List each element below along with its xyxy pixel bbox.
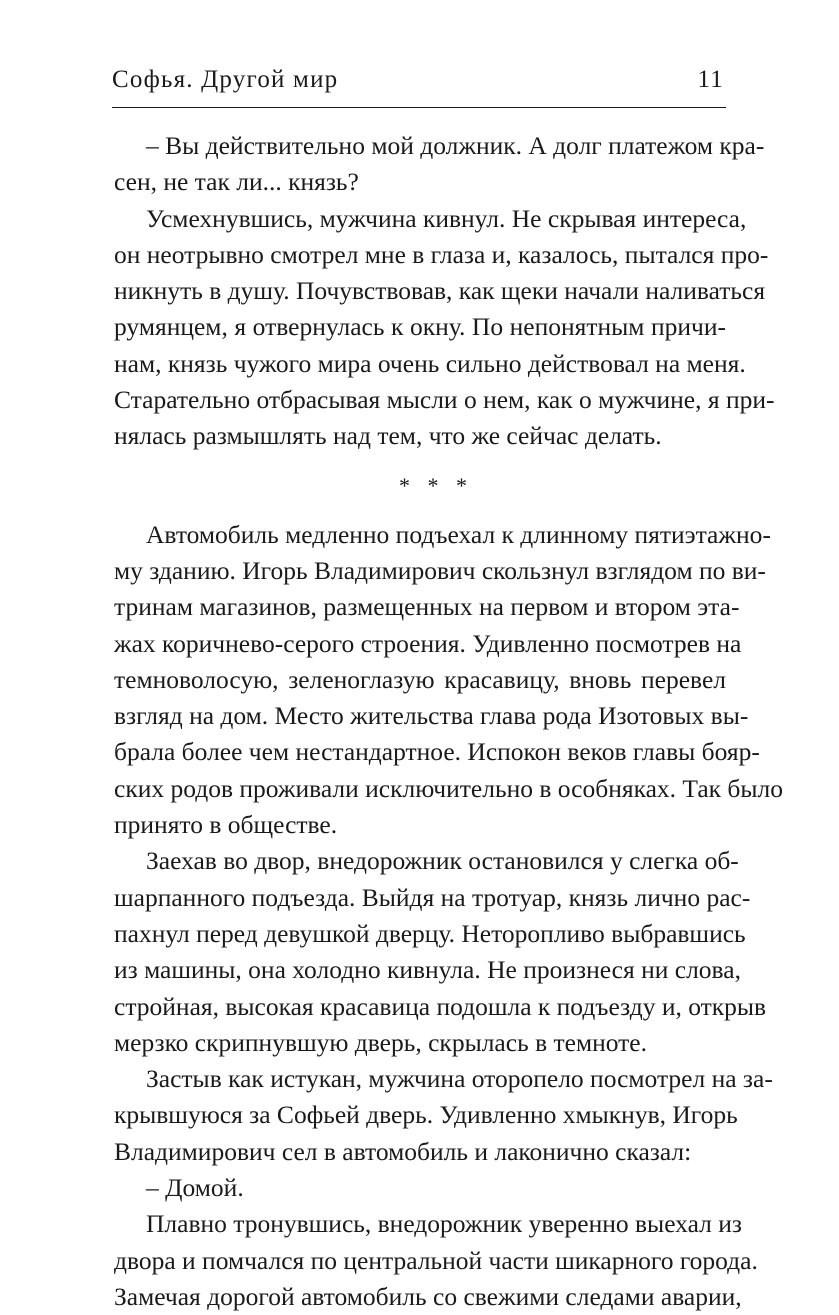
page-number: 11 bbox=[697, 66, 724, 93]
text-line: взгляд на дом. Место жительства глава рода Изотовых вы- bbox=[114, 701, 749, 731]
text-line: двора и помчался по центральной части шикарного города. bbox=[114, 1245, 758, 1275]
text-line: тринам магазинов, размещенных на первом и втором эта- bbox=[114, 592, 740, 622]
text-line: никнуть в душу. Почувствовав, как щеки начали наливаться bbox=[114, 276, 766, 306]
running-head bbox=[112, 66, 724, 100]
text-line: – Вы действительно мой должник. А долг платежом кра- bbox=[146, 131, 765, 160]
running-head-title: Софья. Другой мир bbox=[112, 66, 339, 93]
text-line: – Домой. bbox=[146, 1173, 244, 1203]
text-line: Владимирович сел в автомобиль и лаконично сказал: bbox=[114, 1136, 692, 1166]
text-line: пахнул перед девушкой дверцу. Неторопливо выбравшись bbox=[114, 918, 746, 948]
text-line: нам, князь чужого мира очень сильно действовал на меня. bbox=[114, 348, 746, 378]
text-line: Плавно тронувшись, внедорожник уверенно выехал из bbox=[146, 1209, 742, 1239]
text-line: крывшуюся за Софьей дверь. Удивленно хмыкнув, Игорь bbox=[114, 1100, 738, 1130]
text-line: мерзко скрипнувшую дверь, скрылась в темноте. bbox=[114, 1027, 647, 1057]
text-line: темноволосую, зеленоглазую красавицу, вновь перевел bbox=[114, 664, 726, 694]
text-line: румянцем, я отвернулась к окну. По непонятным причи- bbox=[114, 312, 726, 342]
text-line: шарпанного подъезда. Выйдя на тротуар, князь лично рас- bbox=[114, 882, 751, 912]
body-text bbox=[114, 128, 784, 1315]
text-line: Замечая дорогой автомобиль со свежими следами аварии, bbox=[114, 1281, 742, 1311]
header-rule bbox=[112, 107, 726, 108]
text-line: сен, не так ли... князь? bbox=[114, 167, 359, 197]
text-line: ских родов проживали исключительно в особняках. Так было bbox=[114, 773, 784, 803]
text-line: стройная, высокая красавица подошла к подъезду и, открыв bbox=[114, 991, 767, 1021]
section-separator: * * * bbox=[399, 472, 473, 498]
text-line: жах коричнево-серого строения. Удивленно посмотрев на bbox=[114, 628, 742, 658]
text-line: Застыв как истукан, мужчина оторопело посмотрел на за- bbox=[146, 1064, 773, 1094]
text-line: принято в обществе. bbox=[114, 810, 338, 840]
text-line: брала более чем нестандартное. Испокон веков главы бояр- bbox=[114, 737, 760, 767]
text-line: Старательно отбрасывая мысли о нем, как о мужчине, я при- bbox=[114, 385, 775, 415]
text-line: Усмехнувшись, мужчина кивнул. Не скрывая интереса, bbox=[146, 203, 747, 233]
text-block-1 bbox=[114, 128, 775, 455]
text-line: он неотрывно смотрел мне в глаза и, казалось, пытался про- bbox=[114, 239, 769, 269]
text-line: Автомобиль медленно подъехал к длинному пятиэтажно- bbox=[146, 519, 771, 549]
text-line: нялась размышлять над тем, что же сейчас делать. bbox=[114, 421, 662, 451]
text-line: Заехав во двор, внедорожник остановился у слегка об- bbox=[146, 846, 739, 876]
text-line: му зданию. Игорь Владимирович скользнул взглядом по ви- bbox=[114, 555, 766, 585]
text-block-2 bbox=[114, 517, 784, 1315]
text-line: из машины, она холодно кивнула. Не произнеся ни слова, bbox=[114, 955, 741, 985]
